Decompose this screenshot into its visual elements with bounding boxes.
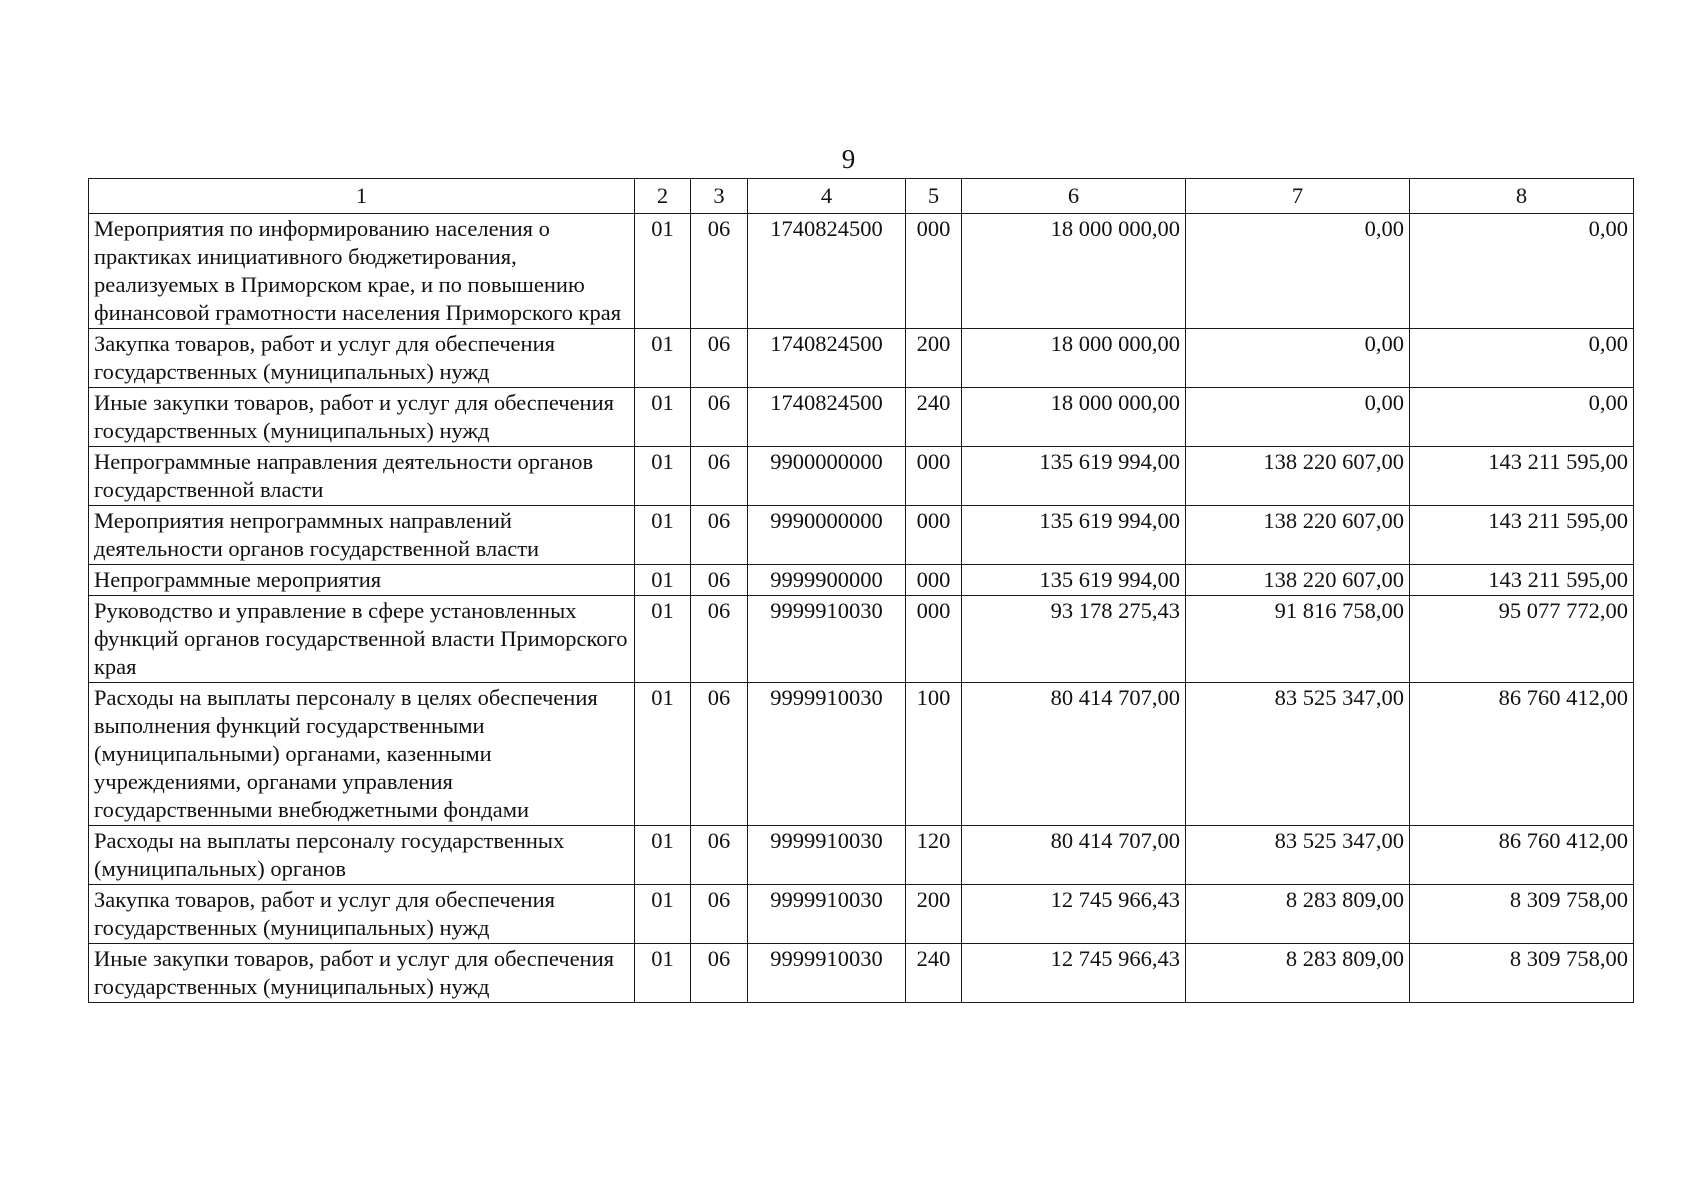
budget-table — [88, 178, 1634, 1003]
row-expense-type: 200 — [906, 885, 962, 944]
header-col-1: 1 — [89, 179, 635, 214]
row-amount-col-7: 0,00 — [1186, 388, 1410, 447]
row-amount-col-6: 135 619 994,00 — [962, 565, 1186, 596]
row-name: Мероприятия непрограммных направлений деятельности органов государственной власти — [89, 506, 635, 565]
row-amount-col-7: 83 525 347,00 — [1186, 683, 1410, 826]
row-subsection: 06 — [691, 214, 748, 329]
row-expense-type: 000 — [906, 214, 962, 329]
row-amount-col-6: 12 745 966,43 — [962, 885, 1186, 944]
row-name: Руководство и управление в сфере установленных функций органов государственной власти Приморского края — [89, 596, 635, 683]
row-expense-type: 200 — [906, 329, 962, 388]
row-amount-col-7: 0,00 — [1186, 329, 1410, 388]
row-amount-col-8: 143 211 595,00 — [1410, 447, 1634, 506]
table-row — [89, 329, 1634, 388]
table-row — [89, 944, 1634, 1003]
row-expense-type: 240 — [906, 944, 962, 1003]
row-section: 01 — [635, 214, 691, 329]
header-col-2: 2 — [635, 179, 691, 214]
row-expense-type: 000 — [906, 596, 962, 683]
row-section: 01 — [635, 388, 691, 447]
row-target-article: 9999910030 — [748, 826, 906, 885]
header-col-7: 7 — [1186, 179, 1410, 214]
row-expense-type: 100 — [906, 683, 962, 826]
header-col-5: 5 — [906, 179, 962, 214]
row-amount-col-6: 93 178 275,43 — [962, 596, 1186, 683]
row-target-article: 9999910030 — [748, 596, 906, 683]
row-subsection: 06 — [691, 565, 748, 596]
row-section: 01 — [635, 506, 691, 565]
row-expense-type: 000 — [906, 447, 962, 506]
row-expense-type: 000 — [906, 565, 962, 596]
row-name: Закупка товаров, работ и услуг для обеспечения государственных (муниципальных) нужд — [89, 329, 635, 388]
row-target-article: 1740824500 — [748, 329, 906, 388]
header-row — [89, 179, 1634, 214]
row-amount-col-8: 0,00 — [1410, 214, 1634, 329]
table-row — [89, 506, 1634, 565]
row-amount-col-7: 83 525 347,00 — [1186, 826, 1410, 885]
row-amount-col-6: 18 000 000,00 — [962, 214, 1186, 329]
row-name: Закупка товаров, работ и услуг для обеспечения государственных (муниципальных) нужд — [89, 885, 635, 944]
row-amount-col-7: 0,00 — [1186, 214, 1410, 329]
row-amount-col-8: 8 309 758,00 — [1410, 885, 1634, 944]
row-amount-col-8: 86 760 412,00 — [1410, 826, 1634, 885]
row-section: 01 — [635, 596, 691, 683]
row-section: 01 — [635, 885, 691, 944]
row-target-article: 9900000000 — [748, 447, 906, 506]
row-target-article: 9990000000 — [748, 506, 906, 565]
row-name: Непрограммные направления деятельности органов государственной власти — [89, 447, 635, 506]
row-amount-col-6: 135 619 994,00 — [962, 447, 1186, 506]
row-section: 01 — [635, 826, 691, 885]
row-expense-type: 000 — [906, 506, 962, 565]
row-expense-type: 240 — [906, 388, 962, 447]
table-row — [89, 388, 1634, 447]
row-subsection: 06 — [691, 596, 748, 683]
row-amount-col-8: 0,00 — [1410, 388, 1634, 447]
row-subsection: 06 — [691, 683, 748, 826]
table-header — [89, 179, 1634, 214]
row-section: 01 — [635, 944, 691, 1003]
row-section: 01 — [635, 683, 691, 826]
table-row — [89, 596, 1634, 683]
row-target-article: 9999900000 — [748, 565, 906, 596]
row-subsection: 06 — [691, 388, 748, 447]
row-name: Иные закупки товаров, работ и услуг для обеспечения государственных (муниципальных) нужд — [89, 944, 635, 1003]
row-name: Непрограммные мероприятия — [89, 565, 635, 596]
row-section: 01 — [635, 447, 691, 506]
table-row — [89, 565, 1634, 596]
row-amount-col-8: 86 760 412,00 — [1410, 683, 1634, 826]
row-amount-col-7: 138 220 607,00 — [1186, 565, 1410, 596]
table-row — [89, 214, 1634, 329]
table-row — [89, 447, 1634, 506]
table-row — [89, 683, 1634, 826]
row-subsection: 06 — [691, 944, 748, 1003]
row-target-article: 9999910030 — [748, 944, 906, 1003]
page-number-text: 9 — [841, 144, 856, 174]
row-amount-col-6: 18 000 000,00 — [962, 329, 1186, 388]
header-col-4: 4 — [748, 179, 906, 214]
table-row — [89, 826, 1634, 885]
row-amount-col-7: 91 816 758,00 — [1186, 596, 1410, 683]
page-number — [0, 144, 1691, 174]
header-col-6: 6 — [962, 179, 1186, 214]
row-amount-col-8: 143 211 595,00 — [1410, 565, 1634, 596]
row-section: 01 — [635, 565, 691, 596]
row-name: Расходы на выплаты персоналу государственных (муниципальных) органов — [89, 826, 635, 885]
header-col-8: 8 — [1410, 179, 1634, 214]
row-name: Мероприятия по информированию населения о практиках инициативного бюджетирования, реализуемых в Приморском крае, и по повышению финансовой грамотности населения Приморского края — [89, 214, 635, 329]
row-amount-col-8: 143 211 595,00 — [1410, 506, 1634, 565]
row-target-article: 1740824500 — [748, 214, 906, 329]
row-amount-col-6: 18 000 000,00 — [962, 388, 1186, 447]
row-target-article: 9999910030 — [748, 885, 906, 944]
table-body — [89, 214, 1634, 1003]
row-amount-col-6: 80 414 707,00 — [962, 683, 1186, 826]
row-amount-col-8: 0,00 — [1410, 329, 1634, 388]
row-subsection: 06 — [691, 447, 748, 506]
row-name: Иные закупки товаров, работ и услуг для обеспечения государственных (муниципальных) нужд — [89, 388, 635, 447]
row-subsection: 06 — [691, 329, 748, 388]
row-amount-col-8: 95 077 772,00 — [1410, 596, 1634, 683]
row-subsection: 06 — [691, 826, 748, 885]
row-amount-col-8: 8 309 758,00 — [1410, 944, 1634, 1003]
row-amount-col-6: 12 745 966,43 — [962, 944, 1186, 1003]
row-amount-col-7: 8 283 809,00 — [1186, 944, 1410, 1003]
table-row — [89, 885, 1634, 944]
header-col-3: 3 — [691, 179, 748, 214]
row-section: 01 — [635, 329, 691, 388]
row-target-article: 9999910030 — [748, 683, 906, 826]
row-amount-col-7: 138 220 607,00 — [1186, 506, 1410, 565]
row-name: Расходы на выплаты персоналу в целях обеспечения выполнения функций государственными (муниципальными) органами, казенными учреждениями, органами управления государственными внебюджетными фондами — [89, 683, 635, 826]
row-amount-col-7: 8 283 809,00 — [1186, 885, 1410, 944]
row-amount-col-6: 80 414 707,00 — [962, 826, 1186, 885]
row-subsection: 06 — [691, 885, 748, 944]
row-target-article: 1740824500 — [748, 388, 906, 447]
row-expense-type: 120 — [906, 826, 962, 885]
row-amount-col-6: 135 619 994,00 — [962, 506, 1186, 565]
row-amount-col-7: 138 220 607,00 — [1186, 447, 1410, 506]
row-subsection: 06 — [691, 506, 748, 565]
